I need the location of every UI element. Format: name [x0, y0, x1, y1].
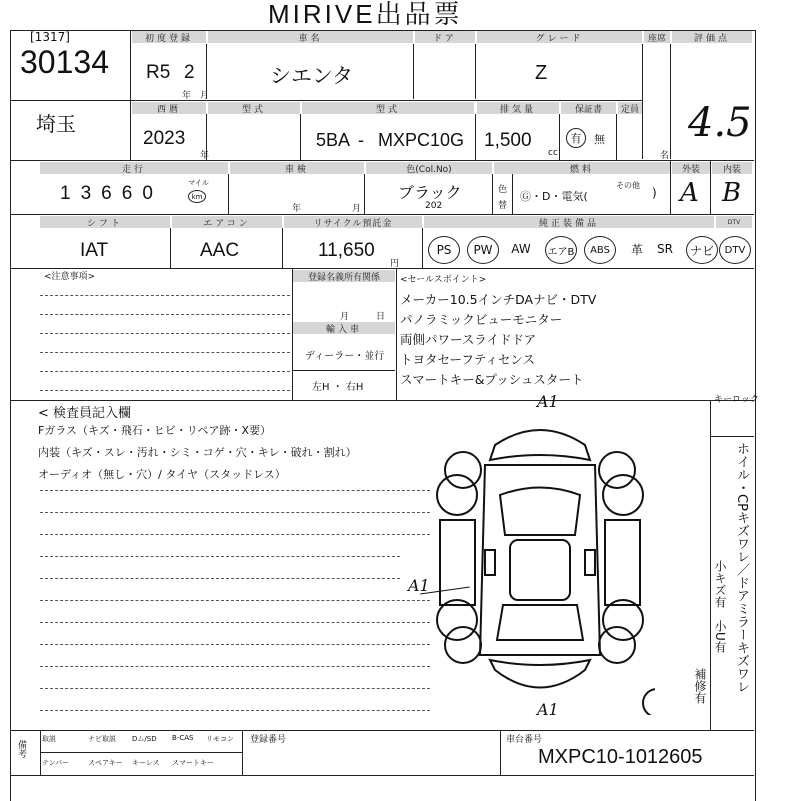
mileage-km: km [188, 190, 206, 203]
header-equipment: 純正装備品 [424, 216, 714, 228]
import-dealer: ディーラー・並行 [305, 351, 385, 362]
sales-points-list [400, 290, 596, 390]
car-diagram [425, 405, 655, 715]
interior-grade: B [722, 178, 742, 208]
damage-mark-side: A1 [408, 576, 430, 595]
sales-point: トヨタセーフティセンス [400, 352, 536, 367]
recycle: 11,650 [318, 240, 375, 261]
sales-point: パノラミックビューモニター [400, 312, 563, 327]
equipment-革: 革 [630, 242, 643, 257]
bottom-label: スマートキー [172, 759, 214, 767]
engine-cc: 1,500 [484, 130, 532, 151]
equipment-abs: ABS [584, 236, 616, 264]
sales-point: スマートキー&プッシュスタート [400, 372, 584, 387]
header-capacity: 定員 [618, 102, 642, 114]
sales-point: 両側パワースライドドア [400, 332, 537, 347]
side-note-1: ホイル・CPキズワレ／ドアミラーキズワレ [734, 442, 749, 693]
warranty-yes: 有 [566, 128, 586, 148]
header-seat: 座席 [644, 31, 670, 43]
header-title-info: 登録名義所有関係 [293, 270, 395, 282]
fuel-options: Ⓖ・D・電気( [520, 190, 588, 203]
bottom-label: 取説 [42, 735, 56, 743]
bottom-label: B-CAS [172, 734, 194, 742]
inspector-heading: < 検査員記入欄 [38, 406, 132, 421]
header-interior: 内装 [712, 162, 752, 174]
notes-heading: <注意事項> [44, 272, 96, 282]
inspector-lines: Fガラス（キズ・飛石・ヒビ・リペア跡・X要） 内装（キズ・スレ・汚れ・シミ・コゲ・穴・キレ・破れ・割れ） オーディオ（無し・穴）/ タイヤ（スタッドレス） [38, 424, 357, 481]
bottom-label: テンパー [42, 759, 70, 767]
header-cc: 排気量 [477, 102, 559, 114]
bottom-label: リモコン [206, 735, 234, 743]
aircon: AAC [200, 240, 240, 261]
header-year: 西暦 [132, 102, 206, 114]
header-car-name: 車名 [208, 31, 413, 43]
header-score: 評価点 [672, 31, 752, 43]
equipment-ナビ: ナビ [686, 236, 718, 264]
header-aircon: エアコン [172, 216, 282, 228]
header-model-series: 型式 [208, 102, 300, 114]
equipment-aw: AW [511, 242, 531, 256]
header-first-reg: 初度登録 [132, 31, 206, 43]
header-color: 色(Col.No) [366, 162, 492, 174]
header-vin: 車検 [230, 162, 364, 174]
damage-mark-rear: A1 [537, 700, 559, 719]
reg-no-label: 登録番号 [250, 735, 287, 745]
lot-number: 30134 [20, 44, 109, 80]
bottom-label: キーレス [132, 759, 160, 767]
header-fuel: 燃料 [494, 162, 670, 174]
bottom-label: Dム/SD [132, 735, 157, 743]
sales-point: メーカー10.5インチDAナビ・DTV [400, 292, 597, 307]
warranty-no: 無 [594, 133, 605, 146]
header-warranty: 保証書 [561, 102, 616, 114]
header-grade: グレード [477, 31, 642, 43]
equipment-sr: SR [657, 242, 673, 256]
bottom-label: スペアキー [88, 759, 123, 767]
equipment-pw: PW [467, 236, 499, 264]
key-lock-label: キーロック [714, 395, 759, 405]
month-day: 月 日 [340, 312, 386, 322]
side-note-3: 補修有 [693, 668, 707, 704]
header-model: 型式 [302, 102, 474, 114]
mileage: 13660 [60, 183, 163, 204]
score: 4.5 [688, 100, 752, 146]
region: 埼玉 [36, 114, 76, 136]
color: ブラック [398, 185, 462, 202]
import-steering: 左H ・ 右H [312, 382, 364, 393]
side-note-2: 小キズ有 小U有 [713, 560, 727, 653]
exterior-grade: A [680, 178, 699, 208]
car-name: シエンタ [270, 65, 354, 88]
equipment-ps: PS [428, 236, 460, 264]
sheet-title: MIRIVE出品票 [268, 0, 463, 29]
lot-tag: [1317] [30, 30, 70, 44]
year: 2023 [143, 128, 186, 149]
equipment-dtv: DTV [719, 236, 751, 264]
era-year: 2 [184, 62, 195, 83]
import-heading: 輸入車 [293, 322, 395, 334]
shift: IAT [80, 240, 109, 261]
header-door: ドア [415, 31, 475, 43]
era: R5 [146, 62, 171, 83]
header-shift: シフト [40, 216, 170, 228]
equipment-エアb: エアB [545, 236, 577, 264]
bottom-label: ナビ取説 [88, 735, 116, 743]
header-exterior: 外装 [672, 162, 710, 174]
sales-heading: <セールスポイント> [400, 275, 487, 285]
frame-number: MXPC10-1012605 [538, 746, 703, 768]
header-mileage: 走行 [40, 162, 228, 174]
model: MXPC10G [378, 130, 465, 150]
color-no: 202 [425, 201, 443, 211]
model-prefix: 5BA [316, 130, 351, 150]
header-recycle: リサイクル預託金 [284, 216, 422, 228]
damage-mark-front: A1 [537, 392, 559, 411]
frame-no-label: 車台番号 [506, 735, 543, 745]
grade: Z [535, 62, 548, 84]
